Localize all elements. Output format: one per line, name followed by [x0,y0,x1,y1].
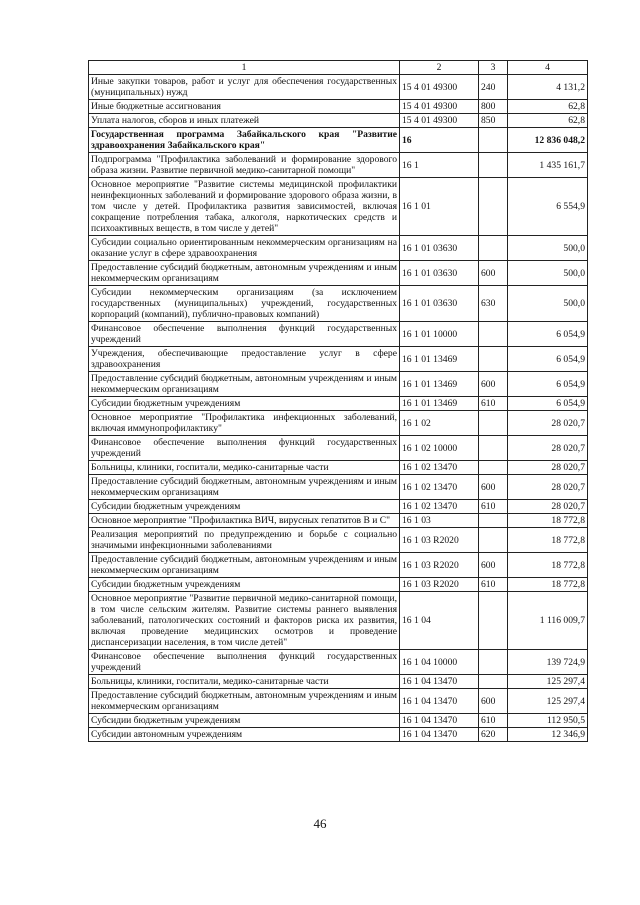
row-description: Субсидии бюджетным учреждениям [89,500,400,514]
row-description: Уплата налогов, сборов и иных платежей [89,114,400,128]
row-target-code: 15 4 01 49300 [400,100,479,114]
table-row [89,528,588,553]
row-description: Субсидии бюджетным учреждениям [89,714,400,728]
row-description: Субсидии бюджетным учреждениям [89,397,400,411]
row-target-code: 16 1 02 10000 [400,436,479,461]
row-amount: 500,0 [508,286,588,322]
row-amount: 125 297,4 [508,689,588,714]
row-expense-type: 610 [479,500,508,514]
row-amount: 28 020,7 [508,411,588,436]
row-amount: 28 020,7 [508,436,588,461]
row-description: Основное мероприятие "Профилактика инфекционных заболеваний, включая иммунопрофилактику" [89,411,400,436]
row-target-code: 16 1 04 13470 [400,675,479,689]
row-expense-type: 800 [479,100,508,114]
row-expense-type: 600 [479,261,508,286]
header-col-1: 1 [89,61,400,75]
row-amount: 1 116 009,7 [508,592,588,650]
row-amount: 4 131,2 [508,75,588,100]
row-target-code: 16 [400,128,479,153]
row-description: Реализация мероприятий по предупреждению и борьбе с социально значимыми инфекционными заболеваниями [89,528,400,553]
row-amount: 500,0 [508,261,588,286]
table-row [89,397,588,411]
row-amount: 28 020,7 [508,475,588,500]
row-amount: 6 054,9 [508,397,588,411]
row-target-code: 16 1 03 R2020 [400,578,479,592]
row-expense-type: 240 [479,75,508,100]
row-description: Предоставление субсидий бюджетным, автономным учреждениям и иным некоммерческим организациям [89,372,400,397]
row-expense-type: 600 [479,689,508,714]
row-amount: 139 724,9 [508,650,588,675]
row-expense-type [479,514,508,528]
row-expense-type [479,461,508,475]
row-target-code: 16 1 01 13469 [400,372,479,397]
row-description: Государственная программа Забайкальского края "Развитие здравоохранения Забайкальского края" [89,128,400,153]
row-expense-type: 620 [479,728,508,742]
row-amount: 12 346,9 [508,728,588,742]
table-row [89,236,588,261]
table-row [89,675,588,689]
row-target-code: 16 1 02 13470 [400,461,479,475]
row-target-code: 15 4 01 49300 [400,114,479,128]
row-amount: 18 772,8 [508,514,588,528]
row-expense-type [479,675,508,689]
table-header-row [89,61,588,75]
row-target-code: 16 1 04 13470 [400,689,479,714]
row-amount: 62,8 [508,114,588,128]
header-col-4: 4 [508,61,588,75]
table-body [89,75,588,742]
row-amount: 62,8 [508,100,588,114]
row-description: Финансовое обеспечение выполнения функций государственных учреждений [89,650,400,675]
table-row [89,728,588,742]
row-target-code: 16 1 03 R2020 [400,528,479,553]
table-row [89,475,588,500]
row-description: Основное мероприятие "Развитие системы медицинской профилактики неинфекционных заболеваний и формирование здорового образа жизни, в том числе у детей. Профилактика развития зависимостей, включая сокращение потребления табака, алкоголя, наркотических средств и психоактивных веществ, в том числе у детей" [89,178,400,236]
header-col-3: 3 [479,61,508,75]
row-target-code: 16 1 04 13470 [400,714,479,728]
row-expense-type: 600 [479,372,508,397]
row-expense-type [479,153,508,178]
table-row [89,261,588,286]
row-description: Предоставление субсидий бюджетным, автономным учреждениям и иным некоммерческим организациям [89,475,400,500]
row-description: Больницы, клиники, госпитали, медико-санитарные части [89,675,400,689]
table-row [89,592,588,650]
row-description: Учреждения, обеспечивающие предоставление услуг в сфере здравоохранения [89,347,400,372]
row-target-code: 15 4 01 49300 [400,75,479,100]
table-row [89,514,588,528]
row-target-code: 16 1 01 13469 [400,397,479,411]
table-row [89,372,588,397]
budget-table [88,60,588,742]
table-row [89,75,588,100]
row-description: Предоставление субсидий бюджетным, автономным учреждениям и иным некоммерческим организациям [89,689,400,714]
row-expense-type [479,411,508,436]
row-target-code: 16 1 01 13469 [400,347,479,372]
row-description: Иные бюджетные ассигнования [89,100,400,114]
row-expense-type: 600 [479,475,508,500]
row-expense-type: 610 [479,578,508,592]
row-target-code: 16 1 [400,153,479,178]
row-amount: 500,0 [508,236,588,261]
row-description: Основное мероприятие "Профилактика ВИЧ, вирусных гепатитов В и С" [89,514,400,528]
table-row [89,153,588,178]
table-row [89,578,588,592]
row-target-code: 16 1 01 10000 [400,322,479,347]
row-amount: 6 054,9 [508,347,588,372]
row-description: Субсидии бюджетным учреждениям [89,578,400,592]
row-expense-type [479,528,508,553]
row-description: Субсидии социально ориентированным некоммерческим организациям на оказание услуг в сфере здравоохранения [89,236,400,261]
row-target-code: 16 1 04 [400,592,479,650]
row-expense-type: 610 [479,714,508,728]
row-target-code: 16 1 02 13470 [400,475,479,500]
row-target-code: 16 1 01 03630 [400,261,479,286]
table-row [89,178,588,236]
table-row [89,650,588,675]
row-description: Основное мероприятие "Развитие первичной медико-санитарной помощи, в том числе сельским жителям. Развитие системы раннего выявления заболеваний, патологических состояний и факторов риска их развития, включая проведение медицинских осмотров и проведение диспансеризации населения, в том числе детей" [89,592,400,650]
row-amount: 6 554,9 [508,178,588,236]
row-description: Субсидии некоммерческим организациям (за исключением государственных (муниципальных) учреждений, государственных корпораций (компаний), публично-правовых компаний) [89,286,400,322]
row-expense-type [479,347,508,372]
table-row [89,347,588,372]
row-target-code: 16 1 01 03630 [400,286,479,322]
table-row [89,553,588,578]
table-row [89,461,588,475]
row-expense-type: 850 [479,114,508,128]
table-row [89,689,588,714]
row-expense-type [479,178,508,236]
row-target-code: 16 1 02 13470 [400,500,479,514]
row-expense-type [479,128,508,153]
row-description: Больницы, клиники, госпитали, медико-санитарные части [89,461,400,475]
row-expense-type: 610 [479,397,508,411]
row-expense-type [479,650,508,675]
row-expense-type: 600 [479,553,508,578]
row-target-code: 16 1 01 03630 [400,236,479,261]
table-row [89,500,588,514]
row-description: Предоставление субсидий бюджетным, автономным учреждениям и иным некоммерческим организациям [89,553,400,578]
table-row [89,128,588,153]
table-row [89,286,588,322]
row-target-code: 16 1 04 10000 [400,650,479,675]
row-expense-type [479,236,508,261]
row-amount: 18 772,8 [508,528,588,553]
page-number: 46 [313,816,327,831]
row-description: Иные закупки товаров, работ и услуг для обеспечения государственных (муниципальных) нужд [89,75,400,100]
table-row [89,411,588,436]
row-description: Предоставление субсидий бюджетным, автономным учреждениям и иным некоммерческим организациям [89,261,400,286]
row-target-code: 16 1 02 [400,411,479,436]
row-expense-type [479,322,508,347]
row-expense-type [479,592,508,650]
table-row [89,714,588,728]
table-row [89,114,588,128]
row-target-code: 16 1 01 [400,178,479,236]
row-amount: 112 950,5 [508,714,588,728]
row-target-code: 16 1 03 [400,514,479,528]
row-amount: 6 054,9 [508,372,588,397]
table-row [89,436,588,461]
row-description: Финансовое обеспечение выполнения функций государственных учреждений [89,322,400,347]
row-amount: 125 297,4 [508,675,588,689]
row-amount: 6 054,9 [508,322,588,347]
row-target-code: 16 1 03 R2020 [400,553,479,578]
row-amount: 12 836 048,2 [508,128,588,153]
row-amount: 18 772,8 [508,553,588,578]
row-amount: 18 772,8 [508,578,588,592]
row-expense-type [479,436,508,461]
header-col-2: 2 [400,61,479,75]
row-description: Финансовое обеспечение выполнения функций государственных учреждений [89,436,400,461]
row-description: Субсидии автономным учреждениям [89,728,400,742]
table-row [89,100,588,114]
row-amount: 28 020,7 [508,461,588,475]
row-expense-type: 630 [479,286,508,322]
row-amount: 28 020,7 [508,500,588,514]
row-description: Подпрограмма "Профилактика заболеваний и формирование здорового образа жизни. Развитие первичной медико-санитарной помощи" [89,153,400,178]
table-row [89,322,588,347]
row-target-code: 16 1 04 13470 [400,728,479,742]
row-amount: 1 435 161,7 [508,153,588,178]
